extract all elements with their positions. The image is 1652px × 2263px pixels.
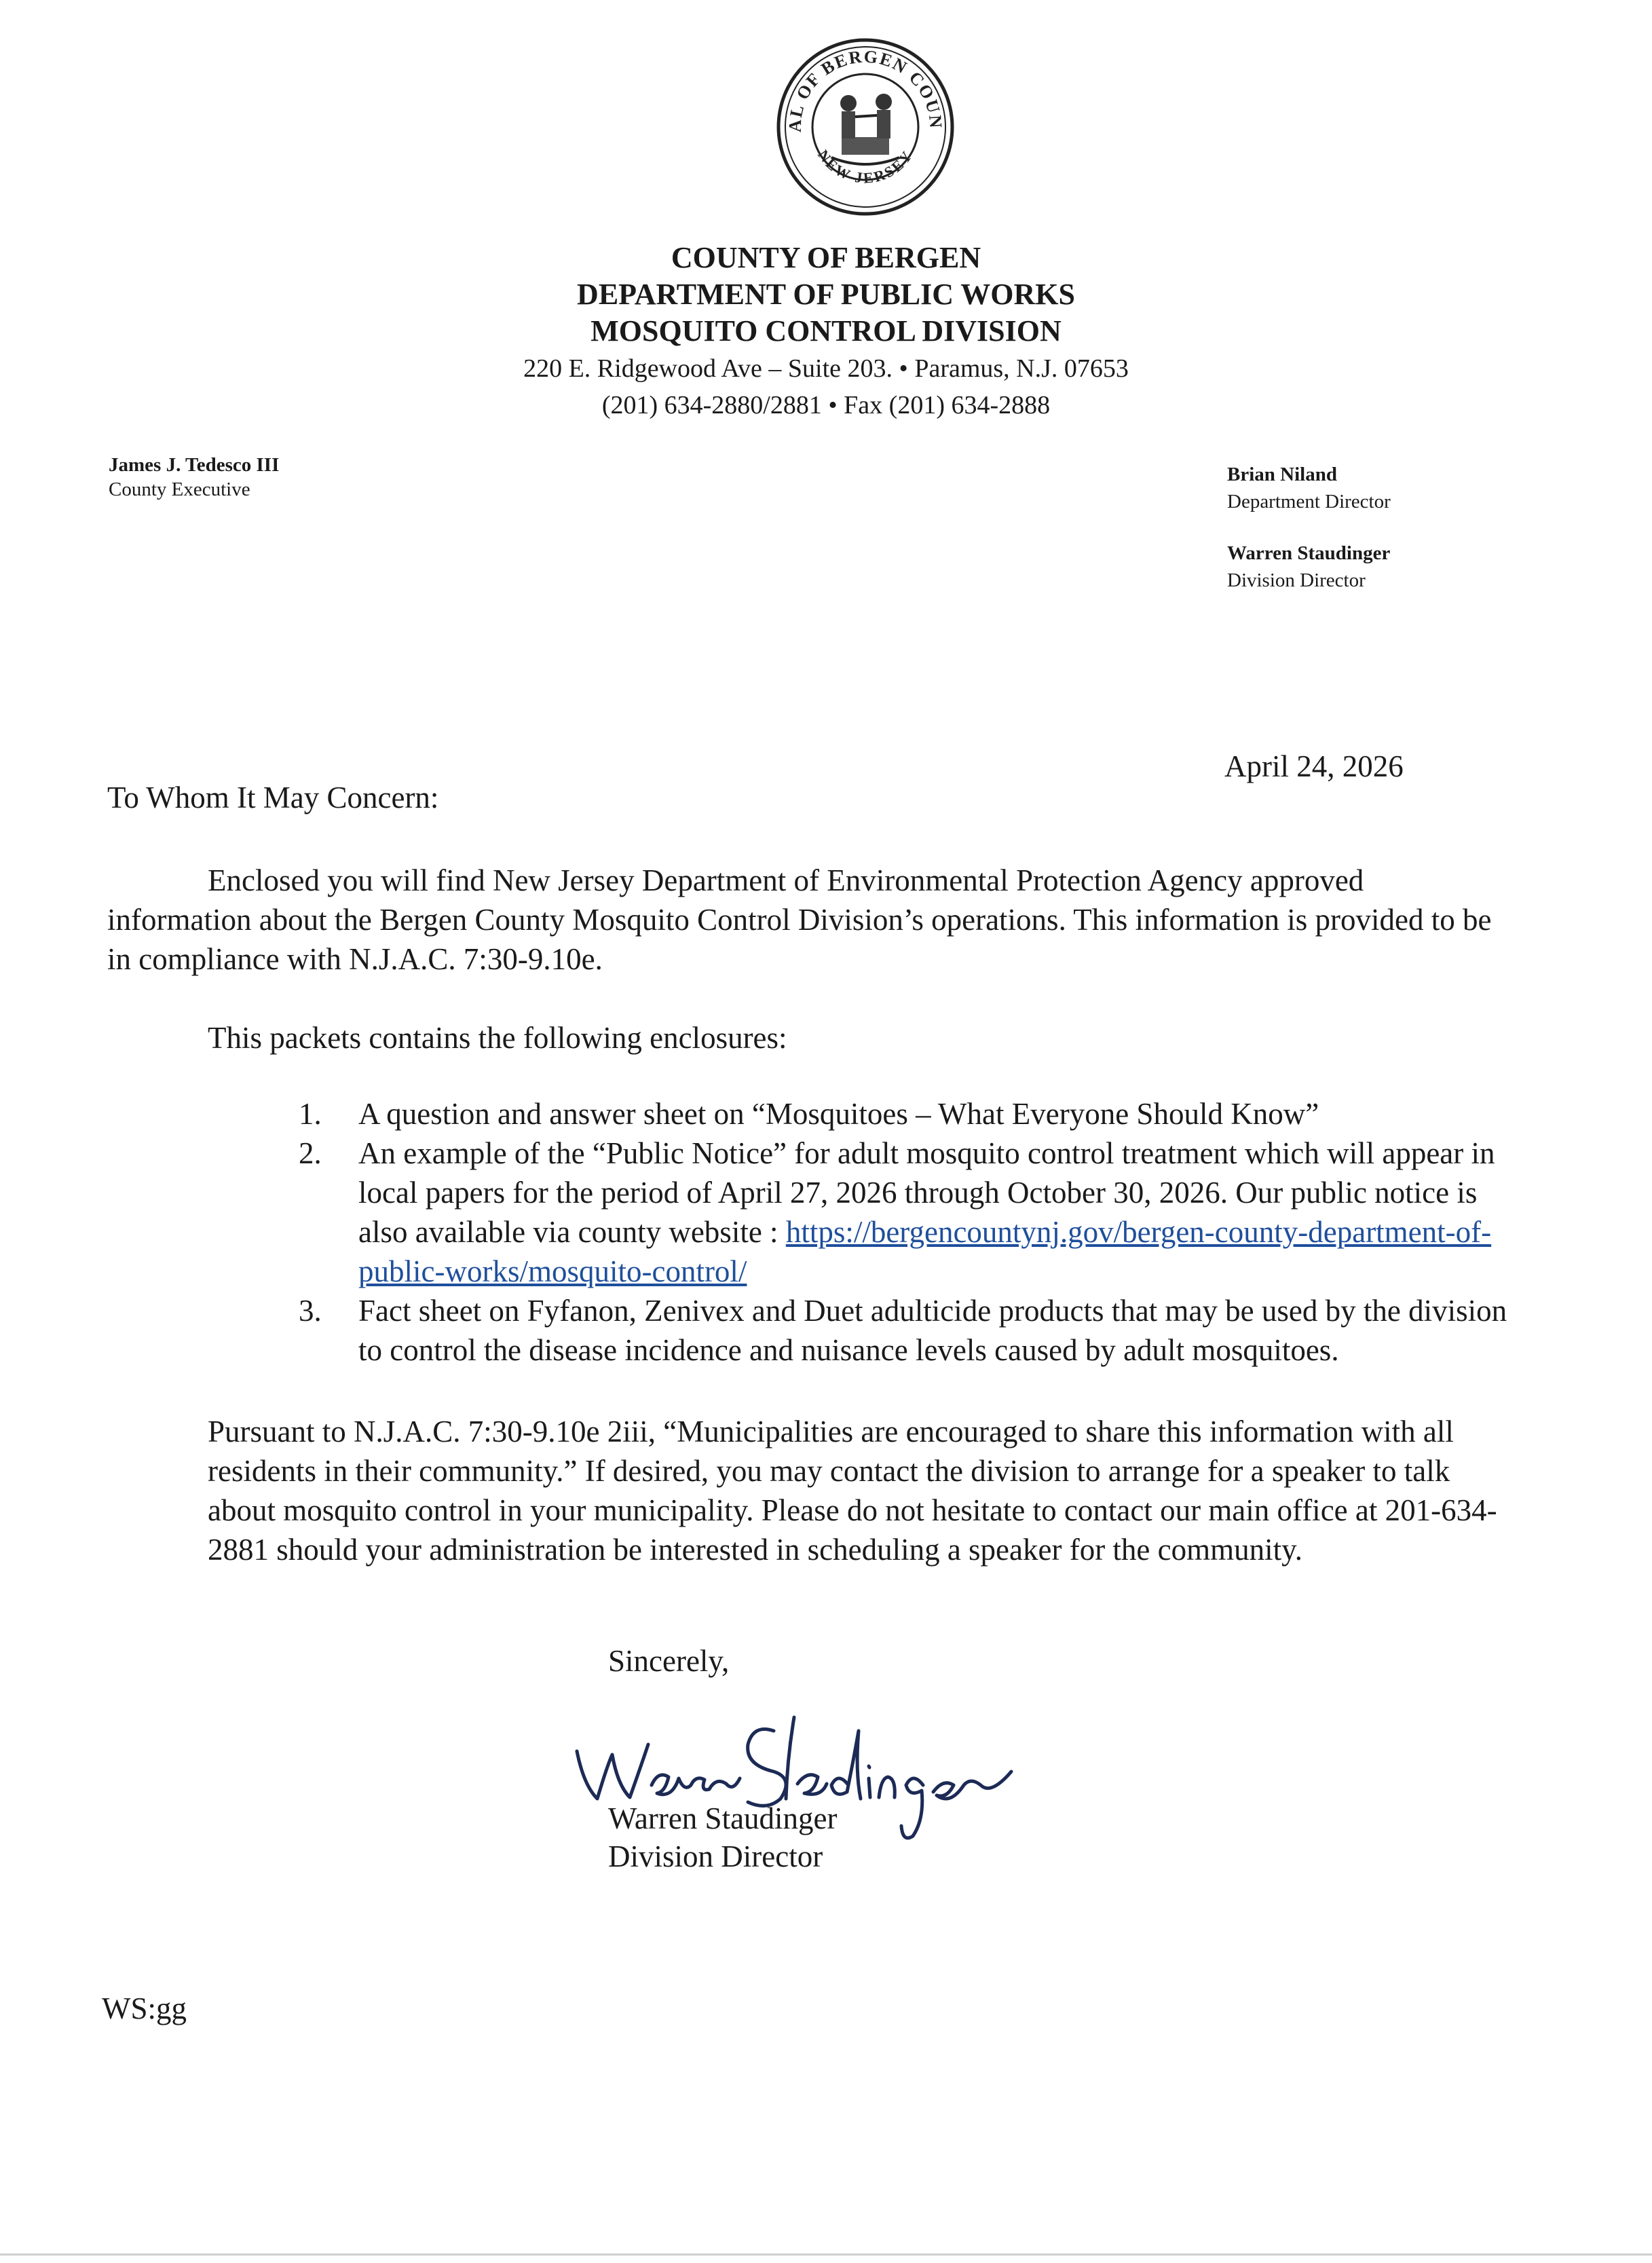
signer-title: Division Director [608, 1839, 823, 1873]
county-executive-title: County Executive [109, 479, 250, 500]
enclosure-number: 3. [299, 1294, 322, 1328]
enclosure-line: to control the disease incidence and nuisance levels caused by adult mosquitoes. [358, 1333, 1339, 1367]
department-director-name: Brian Niland [1227, 464, 1337, 485]
paragraph-3-line-2: residents in their community.” If desired, you may contact the division to arrange for a speaker to talk [208, 1454, 1450, 1488]
letterhead-department: DEPARTMENT OF PUBLIC WORKS [577, 278, 1075, 311]
county-website-link[interactable]: https://bergencountynj.gov/bergen-county-department-of- [785, 1215, 1492, 1249]
letterhead-county: COUNTY OF BERGEN [671, 241, 981, 274]
paragraph-3-line-1: Pursuant to N.J.A.C. 7:30-9.10e 2iii, “Municipalities are encouraged to share this information with all [208, 1415, 1454, 1448]
svg-text:NEW JERSEY: NEW JERSEY [814, 147, 916, 187]
letterhead-phone: (201) 634-2880/2881 • Fax (201) 634-2888 [601, 391, 1051, 419]
svg-text:SEAL OF BERGEN COUNTY: AL OF BERGEN COUN [785, 46, 946, 133]
department-director-title: Department Director [1227, 491, 1391, 512]
enclosures-intro: This packets contains the following enclosures: [208, 1021, 787, 1055]
closing: Sincerely, [608, 1644, 730, 1678]
enclosure-list [299, 1094, 1642, 1370]
enclosure-number: 1. [299, 1097, 322, 1131]
signer-name: Warren Staudinger [608, 1801, 838, 1835]
enclosure-line: A question and answer sheet on “Mosquitoes – What Everyone Should Know” [358, 1097, 1319, 1131]
enclosure-number: 2. [299, 1136, 322, 1170]
division-director-title: Division Director [1227, 569, 1366, 591]
letterhead-division: MOSQUITO CONTROL DIVISION [590, 314, 1062, 348]
paragraph-1-line-1: Enclosed you will find New Jersey Department of Environmental Protection Agency approved [208, 863, 1364, 897]
county-website-link-continued[interactable]: public-works/mosquito-control/ [358, 1254, 747, 1288]
county-seal [774, 35, 957, 219]
paragraph-3-line-3: about mosquito control in your municipality. Please do not hesitate to contact our main office at 201-634- [208, 1493, 1497, 1527]
salutation: To Whom It May Concern: [107, 781, 439, 815]
enclosure-item [299, 1094, 1642, 1134]
enclosure-line-with-link [358, 1212, 1642, 1252]
typist-initials: WS:gg [102, 1991, 187, 2025]
enclosure-item [299, 1134, 1642, 1291]
enclosure-line: also available via county website : [358, 1215, 786, 1249]
scan-edge [0, 2253, 1652, 2256]
enclosure-line: An example of the “Public Notice” for adult mosquito control treatment which will appear in [358, 1136, 1495, 1170]
paragraph-1-line-3: in compliance with N.J.A.C. 7:30-9.10e. [107, 942, 603, 976]
letter-date: April 24, 2026 [1224, 749, 1404, 783]
enclosure-line: Fact sheet on Fyfanon, Zenivex and Duet adulticide products that may be used by the division [358, 1294, 1507, 1328]
enclosure-item [299, 1291, 1642, 1370]
division-director-name: Warren Staudinger [1227, 542, 1391, 564]
paragraph-3-line-4: 2881 should your administration be interested in scheduling a speaker for the community. [208, 1533, 1302, 1567]
letterhead-address: 220 E. Ridgewood Ave – Suite 203. • Paramus, N.J. 07653 [523, 354, 1129, 383]
paragraph-1-line-2: information about the Bergen County Mosquito Control Division’s operations. This information is provided to be [107, 903, 1492, 937]
enclosure-line: local papers for the period of April 27, 2026 through October 30, 2026. Our public notice is [358, 1176, 1478, 1210]
county-executive-name: James J. Tedesco III [109, 454, 280, 476]
